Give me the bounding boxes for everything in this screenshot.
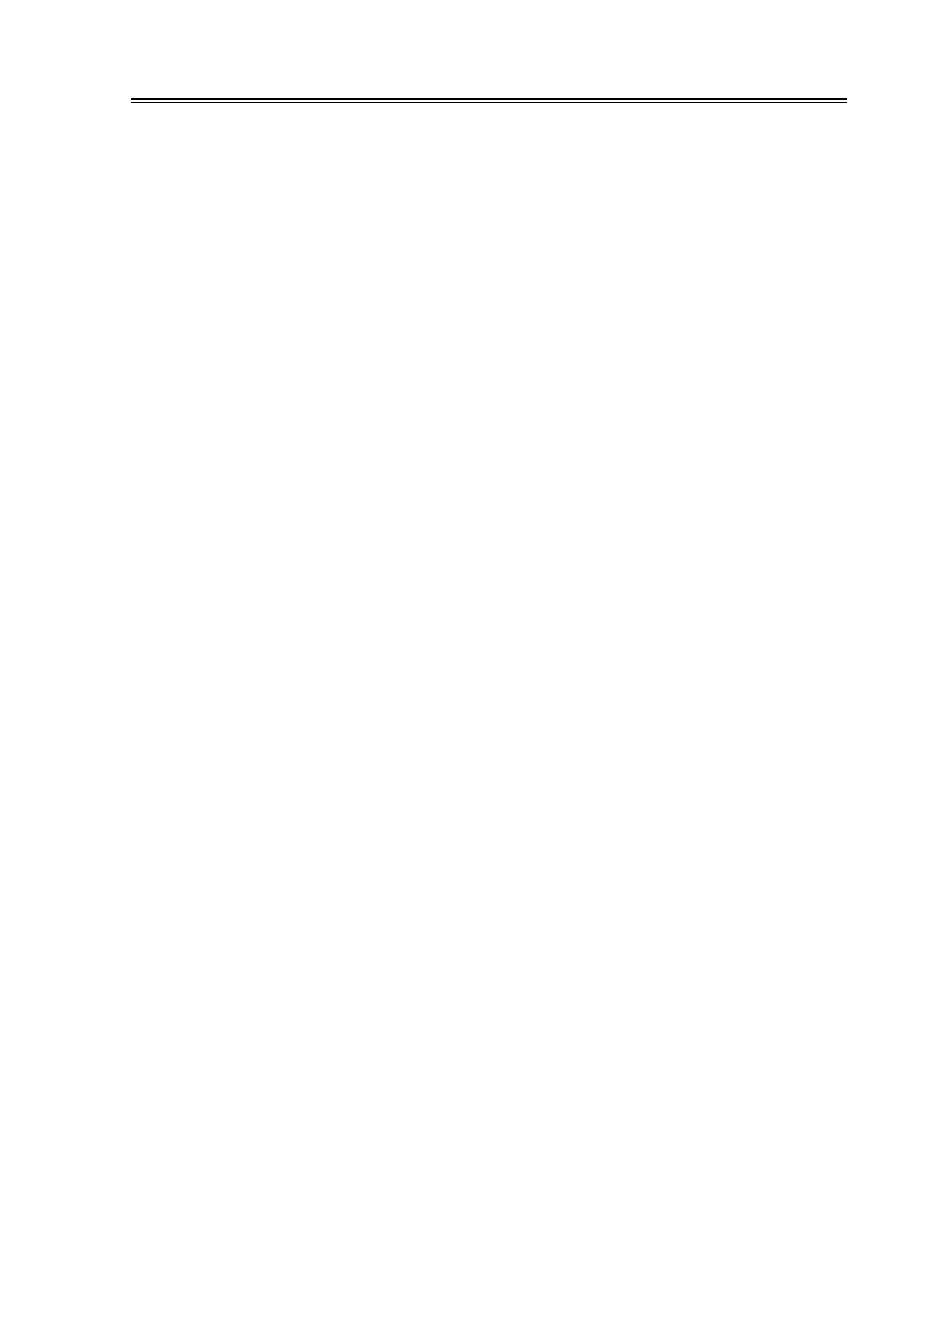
header-rule xyxy=(131,98,847,103)
section-block xyxy=(133,132,847,188)
page-body xyxy=(133,132,847,190)
subsection-block xyxy=(133,188,847,190)
